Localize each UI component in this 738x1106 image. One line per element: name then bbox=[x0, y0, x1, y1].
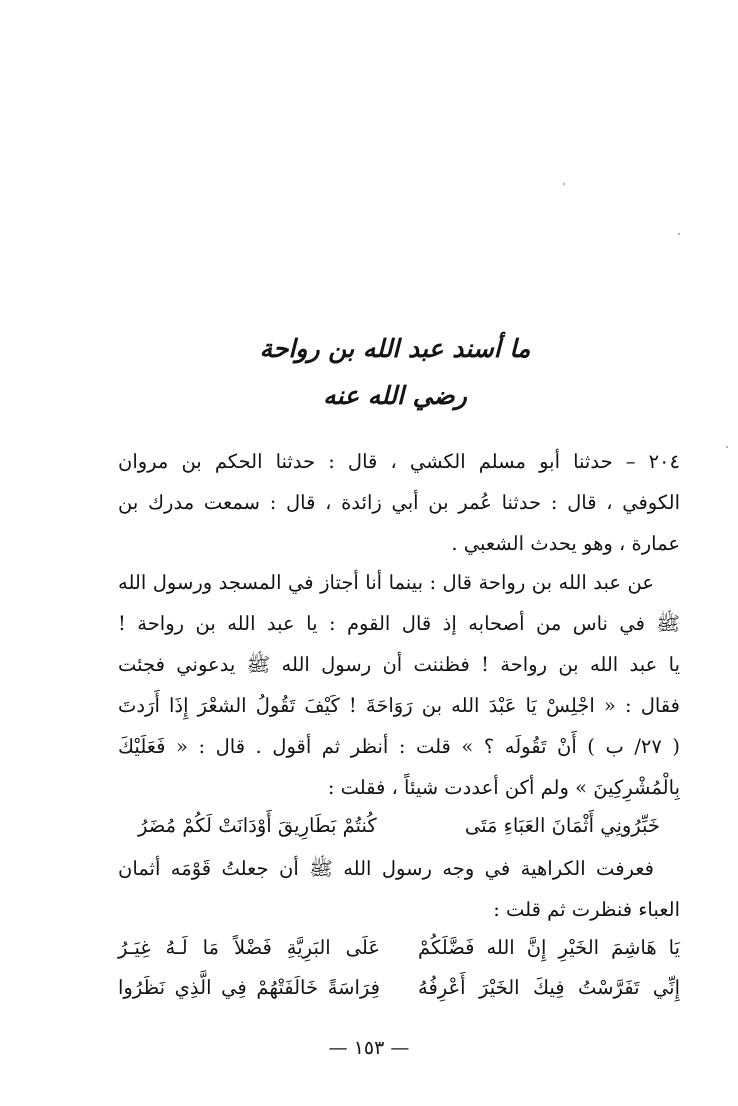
text-line: فعرفت الكراهية في وجه رسول الله ﷺ أن جعلتُ قَوْمَه أثمان bbox=[118, 857, 654, 880]
scan-speck bbox=[563, 183, 565, 185]
text-line: الكوفي ، قال : حدثنا عُمر بن أبي زائدة ، قال : سمعت مدرك بن bbox=[118, 491, 680, 514]
chapter-title: ما أسند عبد الله بن رواحة bbox=[259, 334, 531, 363]
chapter-subtitle: رضي الله عنه bbox=[323, 381, 467, 410]
text-line: ﷺ في ناس من أصحابه إذ قال القوم : يا عبد الله بن رواحة ! bbox=[118, 612, 680, 635]
poem-verse bbox=[118, 968, 680, 1008]
text-line: يا عبد الله بن رواحة ! فظننت أن رسول الله ﷺ يدعوني فجئت bbox=[118, 653, 680, 676]
page-number: — ١٥٣ — bbox=[328, 1037, 410, 1059]
scan-speck bbox=[678, 233, 680, 235]
text-line: عن عبد الله بن رواحة قال : بينما أنا أجتاز في المسجد ورسول الله bbox=[118, 571, 654, 594]
verse-second-hemistich: كُنتُمْ بَطَارِيقَ أَوْدَانَتْ لَكُمْ مُضَرُ bbox=[138, 814, 377, 837]
poem-verse bbox=[118, 806, 680, 846]
hadith-isnad-paragraph bbox=[118, 442, 680, 572]
verse-first-hemistich: خَبِّرُونِي أَثْمَانَ العَبَاءِ مَتَى bbox=[464, 814, 660, 837]
text-line: فقال : « اجْلِسْ يَا عَبْدَ الله بن رَوَاحَةَ ! كَيْفَ تَقُولُ الشعْرَ إِذَا أَرَدتَ bbox=[118, 694, 680, 717]
hadith-continuation-paragraph bbox=[118, 849, 680, 939]
poem-verse bbox=[118, 928, 680, 968]
text-line: ٢٠٤ – حدثنا أبو مسلم الكشي ، قال : حدثنا الحكم بن مروان bbox=[118, 450, 680, 473]
text-line: عمارة ، وهو يحدث الشعبي . bbox=[451, 532, 680, 555]
verse-second-hemistich: عَلَى البَرِيَّةِ فَضْلاً مَا لَـهُ غِيَـرُ bbox=[118, 936, 380, 959]
verse-first-hemistich: إِنِّي تَفَرَّسْتُ فِيكَ الخَيْرَ أَعْرِفُهُ bbox=[418, 976, 680, 999]
text-line: العباء فنظرت ثم قلت : bbox=[493, 898, 680, 921]
verse-first-hemistich: يَا هَاشِمَ الخَيْرِ إِنَّ الله فَضَّلَكُمْ bbox=[418, 936, 680, 959]
hadith-narration-paragraph bbox=[118, 563, 680, 813]
text-line: بِالْمُشْرِكِينَ » ولم أكن أعددت شيئاً ، فقلت : bbox=[327, 776, 680, 799]
verse-second-hemistich: فِرَاسَةً خَالَفَتْهُمْ فِي الَّذِي نَظَرُوا bbox=[118, 976, 380, 999]
scan-speck bbox=[726, 446, 728, 448]
text-line: ( ٢٧/ ب ) أَنْ تَقُولَه ؟ » قلت : أنظر ثم أقول . قال : « فَعَلَيْكَ bbox=[118, 735, 680, 758]
